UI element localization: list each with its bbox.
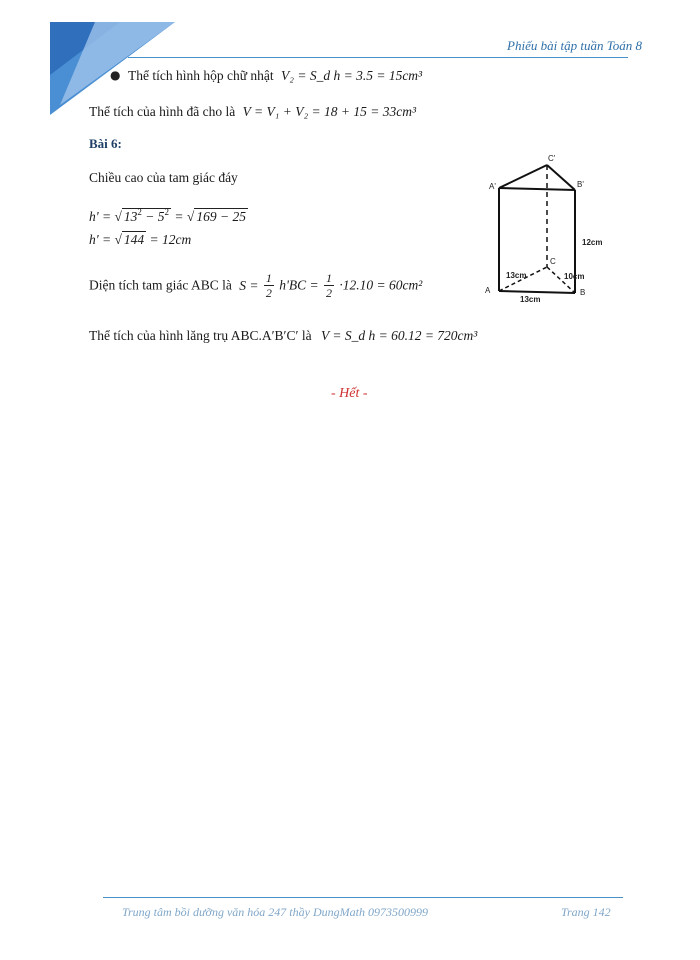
label-height: 12cm bbox=[582, 238, 603, 247]
label-cb: 10cm bbox=[564, 272, 585, 281]
bullet-text: Thể tích hình hộp chữ nhật bbox=[128, 68, 274, 83]
prism-figure bbox=[482, 152, 612, 307]
label-c: C bbox=[550, 257, 556, 266]
label-c1: C' bbox=[548, 154, 556, 163]
footer-center-name: Trung tâm bồi dưỡng văn hóa 247 thầy DungMath 0973500999 bbox=[122, 905, 428, 919]
total-formula: V = V₁ + V₂ = 18 + 15 = 33cm³ bbox=[242, 104, 417, 119]
label-b: B bbox=[580, 288, 586, 297]
area-end: ·12.10 = 60cm² bbox=[339, 277, 423, 293]
area-text: Diện tích tam giác ABC là bbox=[89, 277, 232, 293]
area-mid: h'BC = bbox=[279, 277, 319, 293]
area-frac1-den: 2 bbox=[265, 286, 272, 300]
eq2-radicand: 144 bbox=[123, 232, 145, 247]
eq1-b: 5 bbox=[157, 209, 165, 224]
edge-ab bbox=[499, 291, 575, 293]
total-line bbox=[89, 104, 416, 120]
area-fraction-2 bbox=[324, 271, 334, 300]
eq1-lhs: h' bbox=[89, 209, 99, 224]
area-line bbox=[89, 271, 422, 300]
area-frac1-num: 1 bbox=[265, 271, 272, 285]
header-divider bbox=[128, 57, 628, 58]
equation-height-2: h' = √ 144 = 12cm bbox=[89, 232, 192, 247]
volume-formula: V = S_d h = 60.12 = 720cm³ bbox=[320, 328, 478, 343]
height-heading: Chiều cao của tam giác đáy bbox=[89, 170, 238, 185]
eq2-lhs: h' bbox=[89, 232, 99, 247]
eq1-a: 13 bbox=[123, 209, 138, 224]
problem-title: Bài 6: bbox=[89, 136, 122, 151]
area-fraction-1 bbox=[264, 271, 274, 300]
bullet-line bbox=[128, 68, 422, 84]
volume-text: Thể tích của hình lăng trụ ABC.A′B′C′ là bbox=[89, 328, 312, 343]
page-number: Trang 142 bbox=[561, 905, 611, 919]
edge-a1b1 bbox=[499, 188, 575, 190]
label-b1: B' bbox=[577, 180, 584, 189]
eq1-rhs: 169 − 25 bbox=[196, 209, 246, 224]
label-a: A bbox=[485, 286, 491, 295]
label-a1: A' bbox=[489, 182, 496, 191]
area-frac2-den: 2 bbox=[325, 286, 332, 300]
equation-height-1: h' = √ $13^2 - 5^2$ = √ 169 − 25 bbox=[89, 207, 246, 224]
bullet-formula: V₂ = S_d h = 3.5 = 15cm³ bbox=[281, 68, 423, 83]
label-ac: 13cm bbox=[506, 271, 527, 280]
eq2-rhs: = 12cm bbox=[149, 232, 192, 247]
total-text: Thể tích của hình đã cho là bbox=[89, 104, 236, 119]
bullet-dot: ● bbox=[110, 68, 121, 82]
area-frac2-num: 1 bbox=[325, 271, 332, 285]
area-s: S = bbox=[239, 277, 259, 293]
footer-divider bbox=[103, 897, 623, 898]
edge-c1b1 bbox=[547, 165, 575, 190]
header-title: Phiếu bài tập tuần Toán 8 bbox=[507, 38, 642, 53]
label-ab: 13cm bbox=[520, 295, 541, 304]
edge-a1c1 bbox=[499, 165, 547, 188]
end-mark: - Hết - bbox=[331, 386, 368, 401]
eq1-radicand: $13^2 - 5^2$ bbox=[123, 207, 170, 224]
volume-line bbox=[89, 328, 477, 344]
